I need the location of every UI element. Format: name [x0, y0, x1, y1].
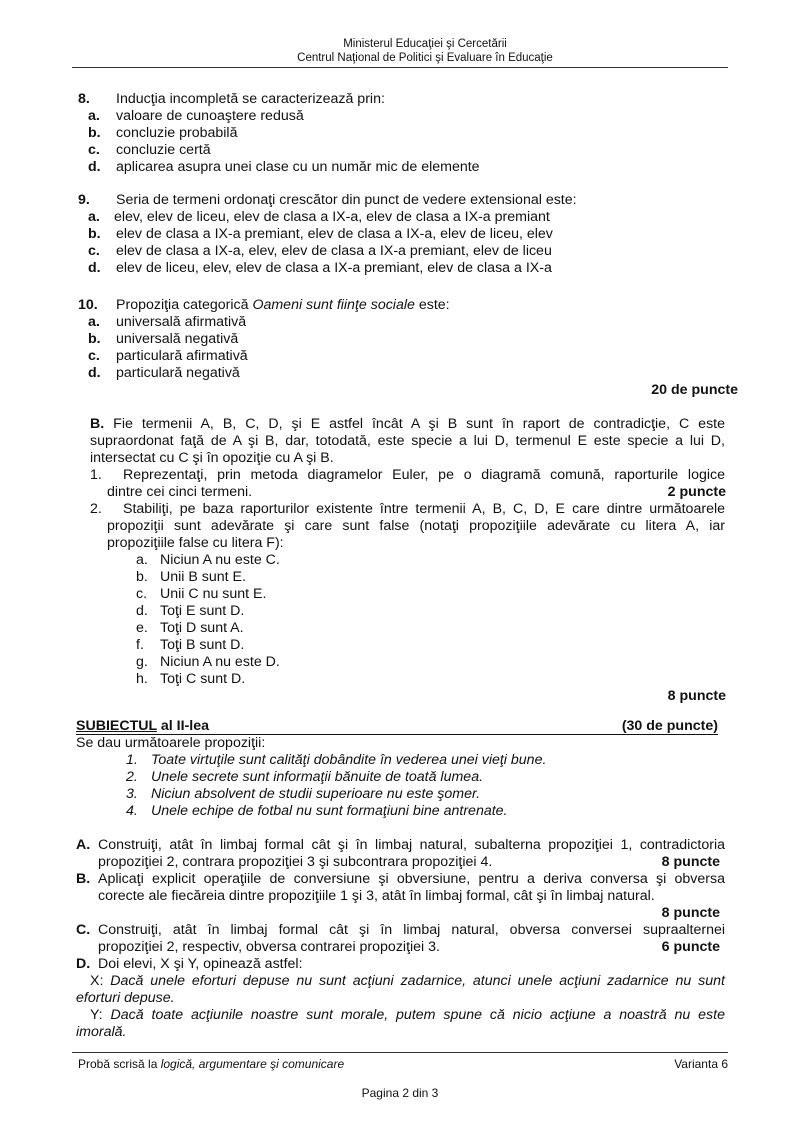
proposition-number: 4. [126, 803, 138, 819]
subject2-title [76, 718, 209, 735]
item-letter: a. [136, 552, 148, 568]
part-a-points: 20 de puncte [651, 382, 738, 398]
option-text: particulară negativă [116, 365, 240, 381]
footer-divider [72, 1052, 728, 1053]
question-number: 9. [78, 192, 90, 208]
task-a-line1: Construiţi, atât în limbaj formal cât şi în limbaj natural, subalterna propoziţiei 1, contradictoria [98, 837, 725, 853]
speaker-y-text: Dacă toate acţiunile noastre sunt morale, putem spune că nicio acţiune a noastră nu este [110, 1007, 725, 1023]
part-b-intro-line3: intersectat cu C şi în opoziţie cu A şi B. [90, 450, 334, 466]
task2-points: 8 puncte [667, 688, 726, 704]
proposition-text: Unele secrete sunt informaţii bănuite de toată lumea. [151, 769, 484, 785]
task-c-points: 6 puncte [661, 939, 720, 955]
speaker-y-label: Y: [90, 1007, 111, 1023]
item-text: Toţi C sunt D. [160, 671, 246, 687]
task2-line2: propoziţii sunt adevărate şi care sunt false (notaţi propoziţiile adevărate cu litera A, iar [107, 518, 725, 534]
option-text: elev, elev de liceu, elev de clasa a IX-a, elev de clasa a IX-a premiant [114, 209, 550, 225]
option-text: aplicarea asupra unei clase cu un număr mic de elemente [116, 159, 480, 175]
task-c-line1: Construiţi, atât în limbaj formal cât şi în limbaj natural, obversa conversei supraalternei [98, 922, 725, 938]
question-text-prefix: Propoziţia categorică [116, 297, 253, 313]
task-d-label: D. [76, 956, 91, 972]
question-text: Inducţia incompletă se caracterizează prin: [116, 91, 385, 107]
option-letter: d. [88, 365, 101, 381]
item-letter: e. [136, 620, 148, 636]
task-c-line2: propoziţiei 2, respectiv, obversa contrarei propoziţiei 3. [98, 939, 440, 955]
item-text: Toţi D sunt A. [160, 620, 244, 636]
task-d-y-line2: imorală. [76, 1024, 127, 1040]
speaker-x-label: X: [90, 973, 111, 989]
task-a-label: A. [76, 837, 91, 853]
option-text: particulară afirmativă [116, 348, 248, 364]
subject2-intro: Se dau următoarele propoziţii: [76, 735, 266, 751]
option-letter: a. [88, 314, 100, 330]
page-number: Pagina 2 din 3 [361, 1086, 439, 1100]
header-ministry: Ministerul Educaţiei şi Cercetării [343, 38, 507, 50]
option-text: elev de liceu, elev, elev de clasa a IX-a premiant, elev de clasa a IX-a [116, 260, 552, 276]
subject2-points: (30 de puncte) [621, 718, 718, 734]
option-text: universală negativă [116, 331, 239, 347]
header-center: Centrul Naţional de Politici şi Evaluare în Educaţie [297, 51, 553, 64]
proposition-text: Niciun absolvent de studii superioare nu este şomer. [151, 786, 481, 802]
header-divider [72, 67, 728, 68]
option-letter: c. [88, 243, 100, 259]
speaker-x-text: Dacă unele eforturi depuse nu sunt acţiuni zadarnice, atunci unele acţiuni zadarnice nu sunt [110, 973, 725, 989]
item-letter: h. [136, 671, 148, 687]
option-letter: b. [88, 125, 101, 141]
option-letter: a. [88, 209, 100, 225]
task-a-points: 8 puncte [661, 854, 720, 870]
task-d-intro: Doi elevi, X şi Y, opinează astfel: [98, 956, 303, 972]
footer-subject: logică, argumentare şi comunicare [160, 1057, 345, 1071]
task1-points: 2 puncte [667, 484, 726, 500]
item-letter: g. [136, 654, 148, 670]
option-letter: b. [88, 331, 101, 347]
task-d-x-line2: eforturi depuse. [76, 990, 175, 1006]
option-letter: d. [88, 260, 101, 276]
option-text: elev de clasa a IX-a premiant, elev de clasa a IX-a, elev de liceu, elev [116, 226, 553, 242]
task-b-line2: corecte ale fiecăreia dintre propoziţiile 1 şi 3, atât în limbaj formal, cât şi în limbaj natural. [98, 888, 655, 904]
option-text: concluzie probabilă [116, 125, 238, 141]
task-c-label: C. [76, 922, 91, 938]
proposition-number: 3. [126, 786, 138, 802]
footer-prefix: Probă scrisă la [78, 1057, 161, 1071]
task2-line1: Stabiliţi, pe baza raporturilor existente între termenii A, B, C, D, E care dintre următoarele [123, 501, 725, 517]
task-b-line1: Aplicaţi explicit operaţiile de conversiune şi obversiune, pentru a deriva conversa şi obversa [98, 871, 725, 887]
proposition-text: Unele echipe de fotbal nu sunt formaţiuni bine antrenate. [151, 803, 508, 819]
option-letter: b. [88, 226, 101, 242]
proposition-text: Toate virtuţile sunt calităţi dobândite în vederea unei vieţi bune. [151, 752, 547, 768]
subject2-title-suffix: al II-lea [156, 718, 209, 734]
item-text: Unii B sunt E. [160, 569, 246, 585]
task-b-points: 8 puncte [661, 905, 720, 921]
item-text: Unii C nu sunt E. [160, 586, 267, 602]
proposition-number: 1. [126, 752, 138, 768]
question-text [116, 297, 450, 314]
task-number: 1. [90, 467, 102, 483]
task-b-label: B. [76, 871, 91, 887]
page-header [0, 38, 800, 65]
option-letter: c. [88, 142, 100, 158]
option-text: concluzie certă [116, 142, 211, 158]
question-text: Seria de termeni ordonaţi crescător din punct de vedere extensional este: [116, 192, 577, 208]
subject2-title-main: SUBIECTUL [76, 718, 157, 734]
option-letter: c. [88, 348, 100, 364]
task-number: 2. [90, 501, 102, 517]
footer-variant: Varianta 6 [674, 1057, 728, 1071]
item-text: Toţi E sunt D. [160, 603, 245, 619]
question-number: 8. [78, 91, 90, 107]
task1-line2: dintre cei cinci termeni. [107, 484, 253, 500]
task-d-x-line1 [90, 973, 725, 990]
subject2-heading [76, 718, 718, 735]
task-d-y-line1 [90, 1007, 725, 1024]
option-text: valoare de cunoaştere redusă [116, 108, 304, 124]
item-text: Toţi B sunt D. [160, 637, 245, 653]
question-text-proposition: Oameni sunt fiinţe sociale [252, 297, 415, 313]
item-letter: d. [136, 603, 148, 619]
option-text: universală afirmativă [116, 314, 247, 330]
item-text: Niciun A nu este D. [160, 654, 280, 670]
task-a-line2: propoziţiei 2, contrara propoziţiei 3 şi subcontrara propoziţiei 4. [98, 854, 493, 870]
proposition-number: 2. [126, 769, 138, 785]
intro-text: Fie termenii A, B, C, D, şi E astfel încât A şi B sunt în raport de contradicţie, C este [113, 416, 725, 432]
item-letter: b. [136, 569, 148, 585]
option-letter: a. [88, 108, 100, 124]
part-b-intro-line1 [90, 416, 725, 433]
task1-line1: Reprezentaţi, prin metoda diagramelor Euler, pe o diagramă comună, raporturile logice [123, 467, 725, 483]
task2-line3: propoziţiile false cu litera F): [107, 535, 284, 551]
question-text-suffix: este: [414, 297, 450, 313]
question-number: 10. [78, 297, 98, 313]
item-letter: c. [136, 586, 148, 602]
item-letter: f. [136, 637, 144, 653]
part-b-intro-line2: supraordonat faţă de A şi B, dar, totodată, este specie a lui D, termenul E este specie a lui D, [90, 433, 725, 449]
option-letter: d. [88, 159, 101, 175]
item-text: Niciun A nu este C. [160, 552, 280, 568]
option-text: elev de clasa a IX-a, elev, elev de clasa a IX-a premiant, elev de liceu [116, 243, 552, 259]
part-b-label: B. [90, 416, 105, 432]
footer-exam-name [78, 1056, 344, 1073]
